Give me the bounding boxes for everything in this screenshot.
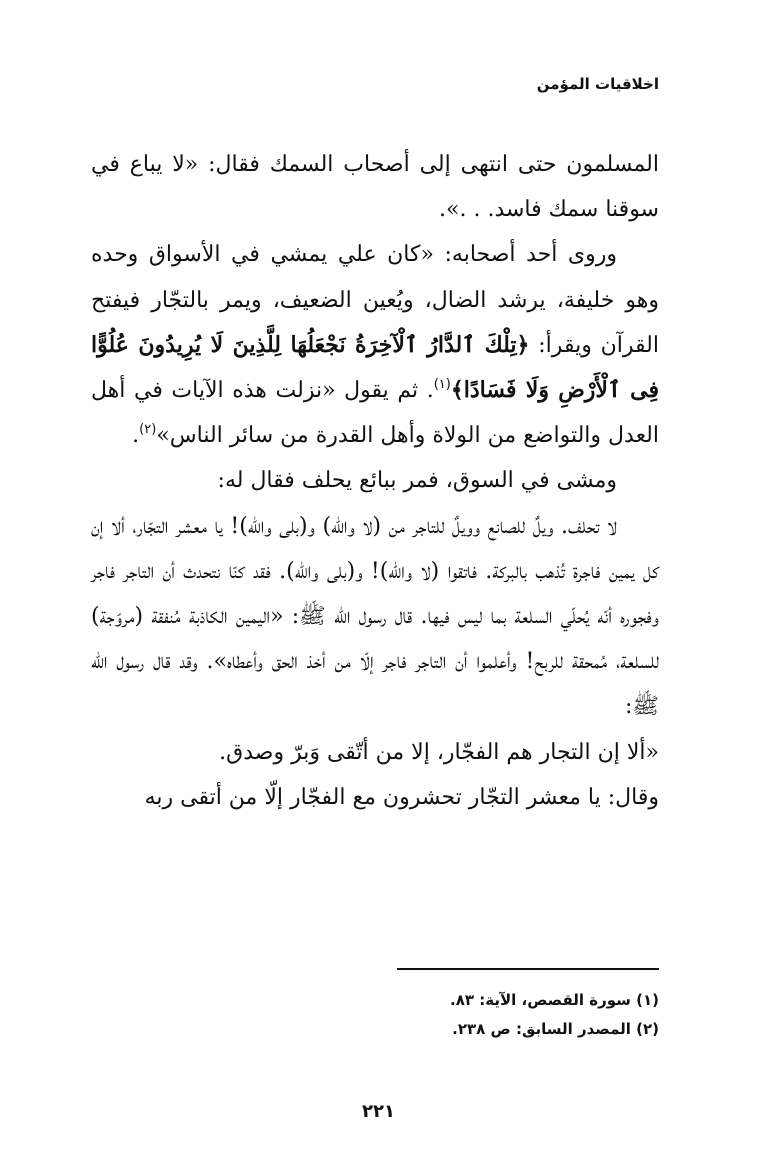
paragraph-2-intro: وروى أحد أصحابه: «كان علي يمشي في الأسواق وحده وهو خليفة، يرشد الضال، ويُعين الضعيف، ويمر بالتجّار فيفتح القرآن ويقرأ:	[91, 242, 659, 358]
quran-verse: ﴿تِلْكَ ٱلدَّارُ ٱلْآخِرَةُ نَجْعَلُهَا لِلَّذِينَ لَا يُرِيدُونَ عُلُوًّا فِى ٱلْأَرْضِ وَلَا فَسَادًا﴾	[91, 331, 659, 404]
paragraph-6: وقال: يا معشر التجّار تحشرون مع الفجّار إلّا من أتقى ربه	[144, 784, 659, 810]
footnote-2: (٢) المصدر السابق: ص ٢٣٨.	[452, 1020, 659, 1038]
footnote-ref-2: (٢)	[139, 422, 157, 438]
footnote-1: (١) سورة القصص، الآية: ٨٣.	[450, 991, 659, 1009]
footnote-ref-1: (١)	[433, 377, 451, 393]
paragraph-2	[91, 232, 659, 458]
paragraph-3: ومشى في السوق، فمر ببائع يحلف فقال له:	[217, 468, 617, 494]
footnotes	[259, 986, 659, 1044]
paragraph-4: لا تحلف. ويلٌ للصانع وويلٌ للتاجر من (لا والله) و(بلى والله)! يا معشر التجّار، ألا إن كل يمين فاجرة تُذهب بالبركة. فاتقوا (لا والله)! و(بلى والله). فقد كنّا نتحدث أن التاجر فاجر وفجوره أنّه يُحلّي السلعة بما ليس فيها. قال رسول الله ﷺ: «اليمين الكاذبة مُنفقة (مروّجة) للسلعة، مُمحقة للربح! وأعلموا أن التاجر فاجر إلّا من أخذ الحق وأعطاه». وقد قال رسول الله ﷺ:	[91, 513, 659, 720]
page-number: ٢٢١	[362, 1101, 395, 1122]
paragraph-2-continuation: . ثم يقول «نزلت هذه الآيات في أهل العدل والتواضع من الولاة وأهل القدرة من سائر الناس»	[91, 378, 659, 449]
paragraph-1: المسلمون حتى انتهى إلى أصحاب السمك فقال: «لا يباع في سوقنا سمك فاسد. . .».	[91, 152, 659, 223]
footnote-divider	[397, 968, 659, 970]
running-header: اخلاقيات المؤمن	[536, 75, 659, 93]
body-text	[91, 142, 659, 820]
paragraph-5: «ألا إن التجار هم الفجّار، إلا من أتّقى وَبرّ وصدق.	[219, 739, 659, 765]
paragraph-2-end: .	[132, 423, 140, 449]
